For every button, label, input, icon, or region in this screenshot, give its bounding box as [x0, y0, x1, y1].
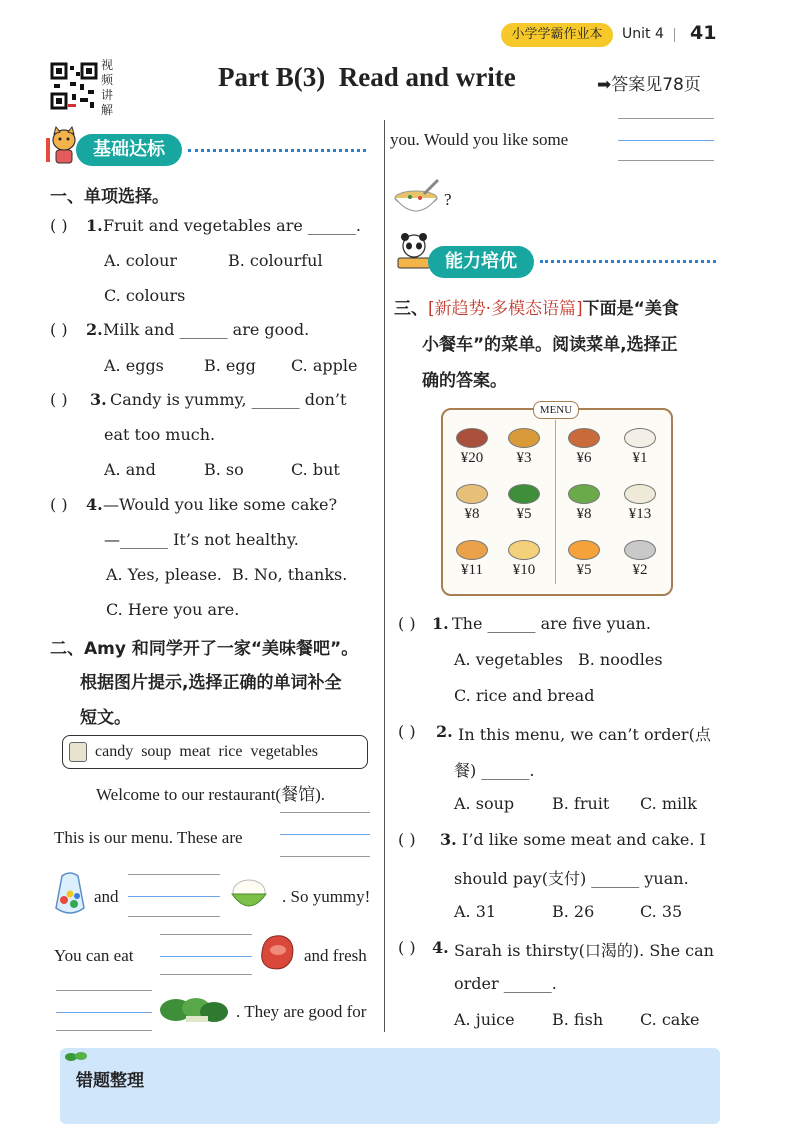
menu-item — [614, 426, 666, 480]
answer-paren[interactable]: ( ) — [398, 614, 416, 633]
answer-reference: ➡答案见78页 — [597, 75, 701, 95]
candy-jar-icon — [52, 868, 88, 918]
answer-paren[interactable]: ( ) — [398, 830, 416, 849]
rice-bowl-icon — [228, 874, 270, 914]
write-line[interactable] — [56, 990, 152, 991]
write-line[interactable] — [618, 118, 714, 119]
write-line[interactable] — [128, 916, 220, 917]
question-text: —Would you like some cake? — [103, 495, 338, 514]
section-dots — [188, 149, 366, 152]
section3-heading-line2: 小餐车”的菜单。阅读菜单,选择正 — [422, 335, 678, 355]
section-dots — [540, 260, 716, 263]
trend-tag: [新趋势·多模态语篇] — [428, 299, 583, 319]
option-b: B. egg — [204, 356, 256, 375]
menu-item — [498, 482, 550, 536]
section2-heading: 二、Amy 和同学开了一家“美味餐吧”。 — [50, 639, 359, 659]
menu-item — [558, 482, 610, 536]
write-line[interactable] — [618, 140, 714, 141]
menu-price: ¥8 — [464, 506, 480, 522]
food-icon — [508, 540, 540, 560]
section3-heading-rest: 下面是“美食 — [582, 299, 679, 319]
scroll-icon — [69, 742, 87, 762]
menu-price: ¥8 — [576, 506, 592, 522]
word-bank-words: candy soup meat rice vegetables — [95, 743, 319, 760]
menu-item — [558, 538, 610, 592]
menu-price: ¥10 — [512, 562, 536, 578]
answer-paren[interactable]: ( ) — [398, 938, 416, 957]
passage-line3a: and — [94, 887, 119, 906]
food-icon — [624, 484, 656, 504]
menu-price: ¥5 — [516, 506, 532, 522]
option-c: C. milk — [640, 794, 697, 813]
section-badge-advanced: 能力培优 — [428, 246, 534, 278]
passage-line2: This is our menu. These are — [54, 828, 243, 847]
option-a: A. and — [104, 460, 156, 479]
passage-line3b: . So yummy! — [282, 887, 371, 906]
option-a: A. soup — [454, 794, 515, 813]
section-badge-basic: 基础达标 — [76, 134, 182, 166]
menu-item — [614, 482, 666, 536]
soup-bowl-icon — [392, 178, 442, 220]
menu-item — [446, 482, 498, 536]
question-number: 4. — [432, 938, 449, 957]
page-title: Part B(3) Read and write — [218, 62, 516, 92]
question-text-cont: should pay(支付) ______ yuan. — [454, 869, 689, 888]
menu-price: ¥5 — [576, 562, 592, 578]
question-text: Sarah is thirsty(口渴的). She can — [454, 941, 714, 960]
section3-heading-prefix: 三、 — [394, 299, 428, 319]
menu-price: ¥20 — [460, 450, 484, 466]
menu-item — [446, 426, 498, 480]
food-icon — [456, 428, 488, 448]
passage-line7: ? — [444, 190, 452, 209]
food-icon — [568, 540, 600, 560]
option-c: C. apple — [291, 356, 358, 375]
question-text: Fruit and vegetables are ______. — [103, 216, 361, 235]
passage-line4a: You can eat — [54, 946, 134, 965]
write-line[interactable] — [160, 934, 252, 935]
food-icon — [568, 484, 600, 504]
write-line[interactable] — [618, 160, 714, 161]
question-text-cont: 餐) ______. — [454, 761, 535, 780]
menu-item — [498, 538, 550, 592]
question-text-cont: eat too much. — [104, 425, 216, 444]
option-c: C. cake — [640, 1010, 700, 1029]
question-number: 1. — [432, 614, 449, 633]
option-b: B. fish — [552, 1010, 604, 1029]
answer-paren[interactable]: ( ) — [50, 320, 68, 339]
menu-title: MENU — [533, 401, 579, 419]
write-line[interactable] — [280, 834, 370, 835]
menu-item — [446, 538, 498, 592]
question-number: 1. — [86, 216, 103, 235]
passage-line5: . They are good for — [236, 1002, 367, 1021]
option-c: C. rice and bread — [454, 686, 595, 705]
answer-paren[interactable]: ( ) — [50, 495, 68, 514]
option-b: B. colourful — [228, 251, 323, 270]
question-text: Milk and ______ are good. — [103, 320, 310, 339]
passage-line6: you. Would you like some — [390, 130, 569, 149]
mistake-review-label: 错题整理 — [76, 1071, 144, 1091]
option-c: C. Here you are. — [106, 600, 240, 619]
option-b: B. fruit — [552, 794, 610, 813]
food-icon — [508, 484, 540, 504]
menu-item — [558, 426, 610, 480]
panda-mascot-icon — [394, 232, 434, 274]
write-line[interactable] — [128, 874, 220, 875]
video-label: 视频讲解 — [101, 58, 114, 117]
column-divider — [384, 120, 385, 1032]
word-bank — [62, 735, 368, 769]
question-number: 2. — [86, 320, 103, 339]
option-a: A. eggs — [104, 356, 164, 375]
section2-heading-line2: 根据图片提示,选择正确的单词补全 — [80, 673, 342, 693]
answer-paren[interactable]: ( ) — [398, 722, 416, 741]
option-b: B. noodles — [578, 650, 663, 669]
write-line[interactable] — [128, 896, 220, 897]
question-number: 2. — [436, 722, 453, 741]
passage-line4b: and fresh — [304, 946, 367, 965]
food-icon — [568, 428, 600, 448]
write-line[interactable] — [160, 956, 252, 957]
menu-price: ¥1 — [632, 450, 648, 466]
question-text: The ______ are five yuan. — [452, 614, 651, 633]
option-b: B. 26 — [552, 902, 595, 921]
menu-price: ¥2 — [632, 562, 648, 578]
unit-label: Unit 4 — [622, 26, 664, 42]
write-line[interactable] — [280, 856, 370, 857]
meat-icon — [256, 930, 298, 974]
option-a: A. 31 — [454, 902, 497, 921]
option-c: C. but — [291, 460, 340, 479]
mistake-review-box — [60, 1048, 720, 1124]
option-b: B. No, thanks. — [232, 565, 348, 584]
option-a: A. juice — [454, 1010, 515, 1029]
option-a: A. colour — [104, 251, 178, 270]
vegetables-icon — [158, 994, 230, 1028]
menu-price: ¥6 — [576, 450, 592, 466]
food-icon — [508, 428, 540, 448]
qr-code-icon[interactable] — [50, 62, 98, 110]
food-icon — [456, 540, 488, 560]
option-c: C. 35 — [640, 902, 683, 921]
option-c: C. colours — [104, 286, 186, 305]
option-a: A. Yes, please. — [106, 565, 222, 584]
menu-divider — [555, 420, 556, 584]
question-text: I’d like some meat and cake. I — [462, 830, 706, 849]
question-number: 3. — [90, 390, 107, 409]
question-text-cont: —______ It’s not healthy. — [104, 530, 299, 549]
option-b: B. so — [204, 460, 244, 479]
menu-price: ¥3 — [516, 450, 532, 466]
section1-heading: 一、单项选择。 — [50, 187, 169, 207]
menu-price: ¥13 — [628, 506, 652, 522]
write-line[interactable] — [280, 812, 370, 813]
write-line[interactable] — [56, 1012, 152, 1013]
question-number: 4. — [86, 495, 103, 514]
leaf-icon — [64, 1050, 88, 1064]
page-number: 41 — [690, 22, 717, 44]
section3-heading — [394, 294, 679, 319]
question-text-cont: order ______. — [454, 974, 557, 993]
header-separator — [674, 28, 675, 42]
question-text: Candy is yummy, ______ don’t — [110, 390, 347, 409]
book-name-badge: 小学学霸作业本 — [501, 23, 613, 47]
menu-item — [498, 426, 550, 480]
menu-item — [614, 538, 666, 592]
question-number: 3. — [440, 830, 457, 849]
food-icon — [624, 428, 656, 448]
write-line[interactable] — [160, 974, 252, 975]
food-icon — [624, 540, 656, 560]
food-icon — [456, 484, 488, 504]
section3-heading-line3: 确的答案。 — [422, 371, 507, 391]
section2-heading-line3: 短文。 — [80, 708, 131, 728]
menu-price: ¥11 — [461, 562, 483, 578]
answer-paren[interactable]: ( ) — [50, 216, 68, 235]
question-text: In this menu, we can’t order(点 — [458, 725, 711, 744]
write-line[interactable] — [56, 1030, 152, 1031]
option-a: A. vegetables — [454, 650, 563, 669]
answer-paren[interactable]: ( ) — [50, 390, 68, 409]
passage-line1: Welcome to our restaurant(餐馆). — [96, 785, 325, 804]
